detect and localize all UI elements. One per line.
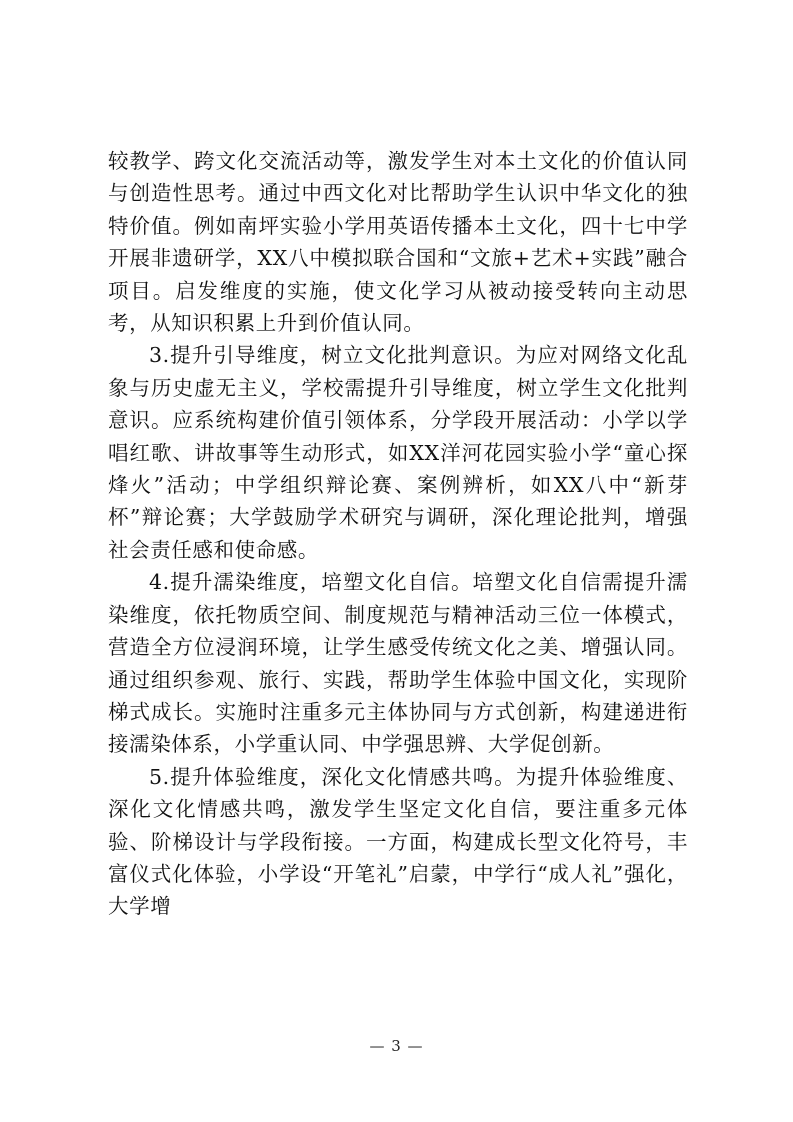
paragraph-guidance-dimension: 3.提升引导维度，树立文化批判意识。为应对网络文化乱象与历史虚无主义，学校需提升引导维度，树立学生文化批判意识。应系统构建价值引领体系，分学段开展活动：小学以学唱红歌、讲故事等生动形式，如XX洋河花园实验小学“童心探烽火”活动；中学组织辩论赛、案例辨析，如XX八中“新芽杯”辩论赛；大学鼓励学术研究与调研，深化理论批判，增强社会责任感和使命感。 — [108, 343, 688, 562]
page-number: — 3 — — [369, 1037, 424, 1055]
paragraph-continuation: 较教学、跨文化交流活动等，激发学生对本土文化的价值认同与创造性思考。通过中西文化对比帮助学生认识中华文化的独特价值。例如南坪实验小学用英语传播本土文化，四十七中学开展非遗研学，XX八中模拟联合国和“文旅+艺术+实践”融合项目。启发维度的实施，使文化学习从被动接受转向主动思考，从知识积累上升到价值认同。 — [108, 149, 688, 336]
body-text — [108, 145, 688, 923]
paragraph-experience-dimension: 5.提升体验维度，深化文化情感共鸣。为提升体验维度、深化文化情感共鸣，激发学生坚定文化自信，要注重多元体验、阶梯设计与学段衔接。一方面，构建成长型文化符号，丰富仪式化体验，小学设“开笔礼”启蒙，中学行“成人礼”强化，大学增 — [108, 764, 688, 919]
paragraph-immersion-dimension: 4.提升濡染维度，培塑文化自信。培塑文化自信需提升濡染维度，依托物质空间、制度规范与精神活动三位一体模式，营造全方位浸润环境，让学生感受传统文化之美、增强认同。通过组织参观、旅行、实践，帮助学生体验中国文化，实现阶梯式成长。实施时注重多元主体协同与方式创新，构建递进衔接濡染体系，小学重认同、中学强思辨、大学促创新。 — [108, 570, 688, 757]
